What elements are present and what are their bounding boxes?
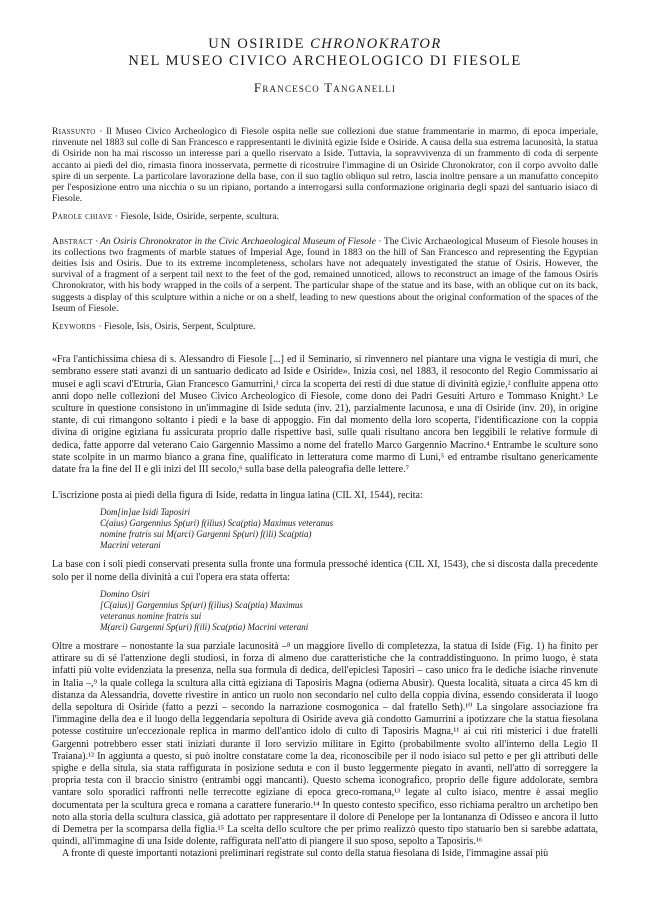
author-name: Francesco Tanganelli xyxy=(253,80,397,95)
riassunto-label: Riassunto xyxy=(52,126,96,137)
keywords-label: Keywords xyxy=(52,321,96,333)
abstract-label: Abstract xyxy=(52,235,93,247)
inscription-line: [C(aius)] Gargennius Sp(uri) f(ilius) Sca(ptia) Maximus xyxy=(100,599,303,610)
parole-chiave-label: Parole chiave xyxy=(52,211,113,223)
inscription-line: C(aius) Gargennius Sp(uri) f(ilius) Sca(ptia) Maximus veteranus xyxy=(100,518,334,529)
inscription-line: Dom[in]ae Isidi Taposiri xyxy=(100,507,191,518)
title-prefix: UN OSIRIDE xyxy=(208,36,311,52)
parole-chiave-line xyxy=(52,211,598,222)
inscription-line: Domino Osiri xyxy=(100,588,150,599)
inscription-line: M(arci) Gargenni Sp(uri) f(ili) Sca(ptia) Macrini veterani xyxy=(100,621,309,632)
body-paragraph-1: «Fra l'antichissima chiesa di s. Alessandro di Fiesole [...] ed il Seminario, si rinvennero nel piantare una vigna le vestigia di muri, che sembrano essere stati avanzi di un santuario dedicato ad Iside e Osiride». Inizia così, nel 1883, il resoconto del Regio Commissario ai musei e agli scavi d'Etruria, Gian Francesco Gamurrini,¹ circa la scoperta dei resti di due statue di divinità egizie,² confluite appena otto anni dopo nelle collezioni del Museo Civico Archeologico di Fiesole, come dono dei Padri Gesuiti Arturo e Tommaso Knight.³ Le sculture in questione consistono in un'immagine di Iside seduta (inv. 21), parzialmente lacunosa, e una di Osiride (inv. 20), in origine stante, di cui rimangono soltanto i piedi e la base di appoggio. Fin dal momento della loro scoperta, l'identificazione con la coppia divina di origine egiziana fu assicurata proprio dalle rispettive basi, sulle quali risultano ancora ben leggibili le relative formule di dedica, fatte apporre dal veterano Caio Gargennio Massimo a nome del fratello Marco Gargennio Macrino.⁴ Entrambe le sculture sono state scolpite in un marmo bianco a grana fine, qualificato in letteratura come marmo di Luni,⁵ ed entrambe risultano genericamente datate fra la fine del II e gli inizi del III secolo,⁶ sulla base della paleografia delle lettere.⁷ xyxy=(52,354,598,476)
abstract-text: · The Civic Archaeological Museum of Fiesole houses in its collections two fragments of marble statues of Imperial Age, found in 1883 on the hill of San Francesco and representing the Egyptian deities Isis and Osiris. Due to its extreme incompleteness, scholars have not adequately investigated the statue of Osiris. However, the survival of a fragment of a serpent tail next to the feet of the god, remained unnoticed, allows to reconstruct an image of the famous Osiris Chronokrator, with his body wrapped in the coils of a serpent. The particular shape of the statue and its base, with an oblique cut on its back, suggests a display of this sculpture within a niche or on a shelf, leading to new questions about the original conformation of the spaces of the Iseum of Fiesole. xyxy=(52,235,598,314)
keywords-text: · Fiesole, Isis, Osiris, Serpent, Sculpture. xyxy=(95,321,256,333)
inscription-line: nomine fratris sui M(arci) Gargenni Sp(uri) f(ili) Sca(ptia) xyxy=(100,529,312,540)
inscription-line: veteranus nomine fratris sui xyxy=(100,610,202,621)
paper-page xyxy=(52,0,598,861)
body-paragraph-5: A fronte di queste importanti notazioni preliminari registrate sul conto della statua fiesolana di Iside, l'immagine assai più xyxy=(62,848,549,860)
title-italic: CHRONOKRATOR xyxy=(310,36,442,52)
body-paragraph-2: L'iscrizione posta ai piedi della figura di Iside, redatta in lingua latina (CIL XI, 1544), recita: xyxy=(52,490,423,502)
inscription-line: Macrini veterani xyxy=(100,540,161,551)
paper-title-line-1 xyxy=(52,36,598,53)
abstract-title: · An Osiris Chronokrator in the Civic Archaeological Museum of Fiesole xyxy=(92,235,376,247)
body-paragraph-4: Oltre a mostrare – nonostante la sua parziale lacunosità –⁸ un maggiore livello di completezza, la statua di Iside (Fig. 1) ha finito per attirare su di sé l'attenzione degli studiosi, in forza di almeno due caratteristiche che la contraddistinguono. In primo luogo, è stata infatti più volte evidenziata la presenza, nella sua formula di dedica, dell'epiclesi Taposiri – caso unico fra le dediche isiache rinvenute in Italia –,⁹ la quale collega la scultura alla città egiziana di Taposiris Magna (odierna Abusir). Questa località, situata a circa 45 km di distanza da Alessandria, dovette rivestire in antico un ruolo non secondario nel culto della coppia divina, essendo considerata il luogo della sepoltura di Osiride (fatto a pezzi – secondo la narrazione cosmogonica – dal fratello Seth).¹⁰ La singolare associazione fra l'immagine della dea e il luogo della leggendaria sepoltura di Osiride aveva già condotto Gamurrini a ipotizzare che la statua fiesolana potesse costituire un'eccezionale replica in marmo dell'antico idolo di culto di Taposiris Magna,¹¹ ai cui riti misterici i due fratelli Gargenni potrebbero esser stati iniziati durante il loro servizio militare in Egitto (probabilmente svolto all'interno della Legio II Traiana).¹² In aggiunta a questo, si può inoltre constatare come la dea, riconoscibile per il nodo isiaco sul petto e per gli attributi delle spighe e della situla, sia stata raffigurata in posizione seduta e con il busto leggermente piegato in avanti, nell'atto di sorreggere la propria testa con il braccio sinistro (entrambi oggi mancanti). Questo schema iconografico, proprio delle figure addolorate, sembra vantare solo sporadici raffronti nelle terrecotte egiziane di epoca greco-romana,¹³ legate al culto isiaco, mentre è assai meglio documentata per la scultura greca e romana a carattere funerario.¹⁴ In questo contesto specifico, esso richiama peraltro un archetipo ben noto alla storia della scultura classica, già adottato per rappresentare il dolore di Penelope per la lontananza di Odisseo e ancora il lutto di Demetra per la scomparsa della figlia.¹⁵ La scelta dello scultore che per primo realizzò questo tipo statuario ben si sarebbe adattata, quindi, all'immagine di una Iside dolente, raffigurata nell'atto di piangere il suo sposo, sepolto a Taposiris.¹⁶ xyxy=(52,640,598,848)
abstract-paragraph xyxy=(52,236,598,314)
paper-title-line-2: NEL MUSEO CIVICO ARCHEOLOGICO DI FIESOLE xyxy=(128,53,522,69)
inscription-isis xyxy=(52,507,598,551)
body-paragraph-3: La base con i soli piedi conservati presenta sulla fronte una formula pressoché identica (CIL XI, 1543), che si discosta dalla precedente solo per il nome della divinità a cui l'opera era stata offerta: xyxy=(52,559,598,583)
riassunto-paragraph xyxy=(52,126,598,204)
riassunto-text: · Il Museo Civico Archeologico di Fiesole ospita nelle sue collezioni due statue frammentarie in marmo, di epoca imperiale, rinvenute nel 1883 sul colle di San Francesco e rappresentanti le divinità egizie Iside e Osiride. A causa della sua estrema lacunosità, la statua di Osiride non ha mai riscosso un interesse pari a quello riservato a Iside. Tuttavia, la sopravvivenza di un frammento di coda di serpente accanto ai piedi del dio, rimasta finora inosservata, permette di ricostruire l'immagine di un Osiride Chronokrator, con il corpo avvolto dalle spire di un serpente. La particolare lavorazione della base, con il suo taglio obliquo sul retro, lascia inoltre pensare a un manufatto concepito per l'esposizione entro una nicchia o su un ripiano, portando a interrogarsi sulla conformazione originaria degli spazi del santuario isiaco di Fiesole. xyxy=(52,126,598,205)
parole-chiave-text: · Fiesole, Iside, Osiride, serpente, scultura. xyxy=(112,211,280,223)
inscription-osiris xyxy=(52,589,598,633)
keywords-line xyxy=(52,321,598,332)
